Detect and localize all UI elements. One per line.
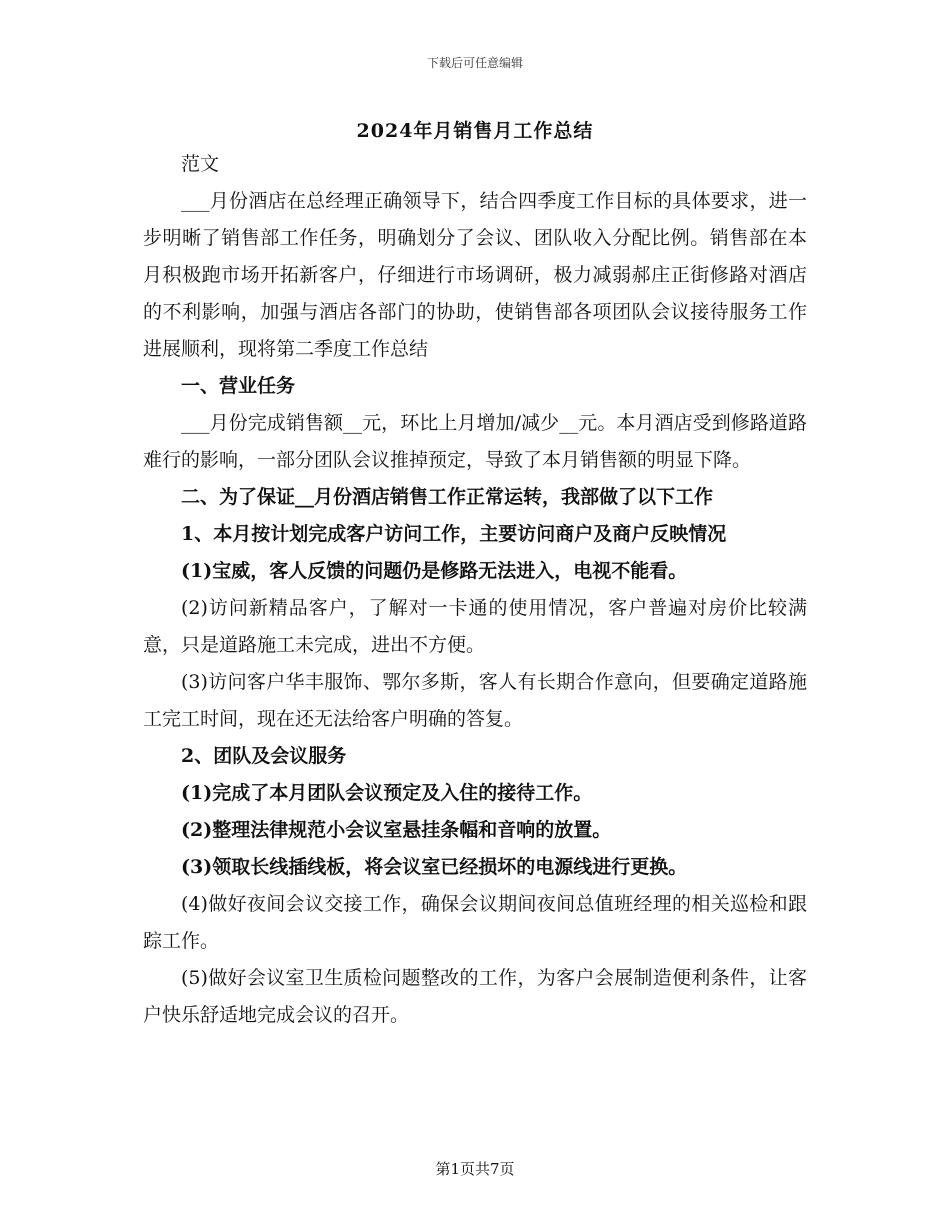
header-note: 下载后可任意编辑 <box>426 56 523 70</box>
list-item-visit-1: (1)宝威，客人反馈的问题仍是修路无法进入，电视不能看。 <box>181 560 688 582</box>
list-item-service-4: (4)做好夜间会议交接工作，确保会议期间夜间总值班经理的相关巡检和跟踪工作。 <box>143 893 807 952</box>
list-item-service-5: (5)做好会议室卫生质检问题整改的工作，为客户会展制造便利条件，让客户快乐舒适地完成会议的召开。 <box>143 967 807 1026</box>
list-item-service-3: (3)领取长线插线板，将会议室已经损坏的电源线进行更换。 <box>181 856 688 878</box>
list-item-service-1: (1)完成了本月团队会议预定及入住的接待工作。 <box>181 782 593 804</box>
heading-work-done: 二、为了保证__月份酒店销售工作正常运转，我部做了以下工作 <box>181 486 714 508</box>
document-title: 2024年月销售月工作总结 <box>356 120 594 142</box>
heading-business-tasks: 一、营业任务 <box>181 375 296 397</box>
subheading-client-visits: 1、本月按计划完成客户访问工作，主要访问商户及商户反映情况 <box>181 523 727 545</box>
paragraph-sample-label: 范文 <box>181 153 220 175</box>
paragraph-sales-result: ___月份完成销售额__元，环比上月增加/减少__元。本月酒店受到修路道路难行的影响，一部分团队会议推掉预定，导致了本月销售额的明显下降。 <box>143 412 807 471</box>
subheading-group-meeting-service: 2、团队及会议服务 <box>181 745 347 767</box>
paragraph-intro: ___月份酒店在总经理正确领导下，结合四季度工作目标的具体要求，进一步明晰了销售部工作任务，明确划分了会议、团队收入分配比例。销售部在本月积极跑市场开拓新客户，仔细进行市场调研，极力减弱郝庄正街修路对酒店的不利影响，加强与酒店各部门的协助，使销售部各项团队会议接待服务工作进展顺利，现将第二季度工作总结 <box>143 190 807 360</box>
page-indicator: 第1页共7页 <box>435 1160 515 1178</box>
document-body <box>143 146 807 1034</box>
list-item-visit-3: (3)访问客户华丰服饰、鄂尔多斯，客人有长期合作意向，但要确定道路施工完工时间，现在还无法给客户明确的答复。 <box>143 671 807 730</box>
list-item-service-2: (2)整理法律规范小会议室悬挂条幅和音响的放置。 <box>181 819 612 841</box>
list-item-visit-2: (2)访问新精品客户，了解对一卡通的使用情况，客户普遍对房价比较满意，只是道路施工未完成，进出不方便。 <box>143 597 807 656</box>
